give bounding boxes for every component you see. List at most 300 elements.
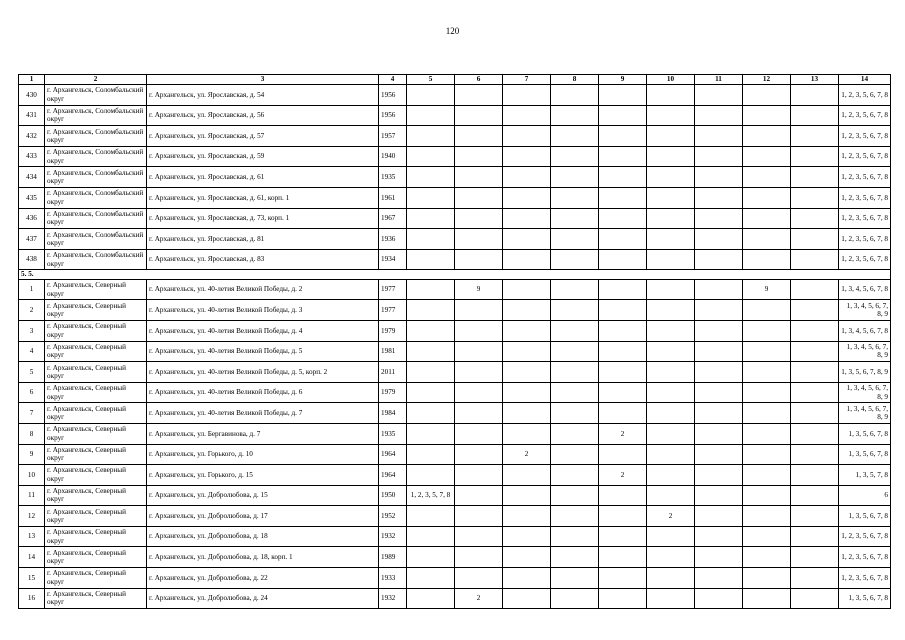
- col7-cell: [503, 105, 551, 126]
- col12-cell: [743, 105, 791, 126]
- col12-cell: [743, 465, 791, 486]
- col5-cell: [407, 320, 455, 341]
- col6-cell: [455, 167, 503, 188]
- municipality-cell: г. Архангельск, Северный округ: [45, 485, 147, 506]
- col14-cell: 1, 2, 3, 5, 6, 7, 8: [839, 526, 891, 547]
- col13-cell: [791, 403, 839, 424]
- table-row: [19, 187, 891, 208]
- col8-cell: [551, 568, 599, 589]
- row-number: 437: [19, 229, 45, 250]
- table-row: [19, 485, 891, 506]
- row-number: 3: [19, 320, 45, 341]
- col10-cell: [647, 423, 695, 444]
- col12-cell: [743, 526, 791, 547]
- address-cell: г. Архангельск, ул. Ярославская, д. 54: [147, 85, 379, 106]
- municipality-cell: г. Архангельск, Северный округ: [45, 362, 147, 383]
- col11-cell: [695, 229, 743, 250]
- col9-cell: [599, 547, 647, 568]
- row-number: 15: [19, 568, 45, 589]
- col6-cell: [455, 423, 503, 444]
- col13-cell: [791, 382, 839, 403]
- col9-cell: [599, 588, 647, 609]
- address-cell: г. Архангельск, ул. Ярославская, д. 56: [147, 105, 379, 126]
- municipality-cell: г. Архангельск, Северный округ: [45, 547, 147, 568]
- col9-cell: [599, 146, 647, 167]
- col6-cell: [455, 126, 503, 147]
- year-cell: 1977: [379, 300, 407, 321]
- col11-cell: [695, 146, 743, 167]
- col5-cell: [407, 229, 455, 250]
- col5-cell: [407, 167, 455, 188]
- year-cell: 1961: [379, 187, 407, 208]
- col5-cell: [407, 300, 455, 321]
- municipality-cell: г. Архангельск, Соломбальский округ: [45, 229, 147, 250]
- table-row: [19, 423, 891, 444]
- col8-cell: [551, 105, 599, 126]
- municipality-cell: г. Архангельск, Северный округ: [45, 320, 147, 341]
- municipality-cell: г. Архангельск, Северный округ: [45, 526, 147, 547]
- header-cell: 11: [695, 75, 743, 85]
- municipality-cell: г. Архангельск, Северный округ: [45, 300, 147, 321]
- col6-cell: [455, 403, 503, 424]
- header-cell: 7: [503, 75, 551, 85]
- col5-cell: [407, 187, 455, 208]
- col7-cell: [503, 85, 551, 106]
- municipality-cell: г. Архангельск, Северный округ: [45, 465, 147, 486]
- col12-cell: [743, 444, 791, 465]
- address-cell: г. Архангельск, ул. Ярославская, д. 83: [147, 249, 379, 270]
- address-cell: г. Архангельск, ул. 40-летия Великой Победы, д. 4: [147, 320, 379, 341]
- col10-cell: [647, 444, 695, 465]
- row-number: 7: [19, 403, 45, 424]
- col9-cell: [599, 403, 647, 424]
- col10-cell: 2: [647, 506, 695, 527]
- col8-cell: [551, 249, 599, 270]
- table-row: [19, 444, 891, 465]
- col9-cell: [599, 187, 647, 208]
- col9-cell: [599, 105, 647, 126]
- col6-cell: [455, 568, 503, 589]
- col6-cell: [455, 229, 503, 250]
- year-cell: 2011: [379, 362, 407, 383]
- row-number: 433: [19, 146, 45, 167]
- table-row: [19, 249, 891, 270]
- municipality-cell: г. Архангельск, Северный округ: [45, 568, 147, 589]
- col5-cell: [407, 85, 455, 106]
- row-number: 430: [19, 85, 45, 106]
- col13-cell: [791, 526, 839, 547]
- row-number: 5: [19, 362, 45, 383]
- col6-cell: [455, 547, 503, 568]
- col13-cell: [791, 279, 839, 300]
- col10-cell: [647, 126, 695, 147]
- col12-cell: [743, 187, 791, 208]
- table-row: [19, 568, 891, 589]
- row-number: 13: [19, 526, 45, 547]
- address-cell: г. Архангельск, ул. Ярославская, д. 61, корп. 1: [147, 187, 379, 208]
- header-cell: 14: [839, 75, 891, 85]
- col6-cell: [455, 105, 503, 126]
- col11-cell: [695, 485, 743, 506]
- col12-cell: [743, 547, 791, 568]
- col10-cell: [647, 568, 695, 589]
- col5-cell: [407, 547, 455, 568]
- col5-cell: [407, 526, 455, 547]
- header-cell: 6: [455, 75, 503, 85]
- col7-cell: [503, 229, 551, 250]
- col5-cell: [407, 382, 455, 403]
- municipality-cell: г. Архангельск, Северный округ: [45, 444, 147, 465]
- col11-cell: [695, 105, 743, 126]
- col14-cell: 1, 2, 3, 5, 6, 7, 8: [839, 187, 891, 208]
- col14-cell: 1, 3, 4, 5, 6, 7, 8, 9: [839, 341, 891, 362]
- address-cell: г. Архангельск, ул. 40-летия Великой Победы, д. 7: [147, 403, 379, 424]
- address-cell: г. Архангельск, ул. Бергавинова, д. 7: [147, 423, 379, 444]
- year-cell: 1977: [379, 279, 407, 300]
- col9-cell: [599, 279, 647, 300]
- col11-cell: [695, 208, 743, 229]
- col10-cell: [647, 341, 695, 362]
- col12-cell: [743, 403, 791, 424]
- col5-cell: [407, 341, 455, 362]
- col13-cell: [791, 105, 839, 126]
- address-cell: г. Архангельск, ул. 40-летия Великой Победы, д. 6: [147, 382, 379, 403]
- row-number: 435: [19, 187, 45, 208]
- col10-cell: [647, 320, 695, 341]
- col10-cell: [647, 146, 695, 167]
- row-number: 12: [19, 506, 45, 527]
- address-cell: г. Архангельск, ул. 40-летия Великой Победы, д. 3: [147, 300, 379, 321]
- col8-cell: [551, 588, 599, 609]
- table-row: [19, 229, 891, 250]
- col6-cell: [455, 146, 503, 167]
- col10-cell: [647, 187, 695, 208]
- col13-cell: [791, 362, 839, 383]
- col5-cell: [407, 444, 455, 465]
- col10-cell: [647, 403, 695, 424]
- col7-cell: [503, 146, 551, 167]
- row-number: 10: [19, 465, 45, 486]
- col11-cell: [695, 423, 743, 444]
- row-number: 436: [19, 208, 45, 229]
- col13-cell: [791, 300, 839, 321]
- address-cell: г. Архангельск, ул. 40-летия Великой Победы, д. 5: [147, 341, 379, 362]
- col12-cell: [743, 126, 791, 147]
- col9-cell: [599, 167, 647, 188]
- col11-cell: [695, 444, 743, 465]
- address-cell: г. Архангельск, ул. Ярославская, д. 81: [147, 229, 379, 250]
- address-cell: г. Архангельск, ул. Добролюбова, д. 18: [147, 526, 379, 547]
- col14-cell: 1, 3, 5, 6, 7, 8: [839, 506, 891, 527]
- col8-cell: [551, 187, 599, 208]
- row-number: 11: [19, 485, 45, 506]
- col8-cell: [551, 167, 599, 188]
- col14-cell: 1, 3, 4, 5, 6, 7, 8, 9: [839, 382, 891, 403]
- year-cell: 1936: [379, 229, 407, 250]
- col5-cell: [407, 506, 455, 527]
- row-number: 9: [19, 444, 45, 465]
- table-row: [19, 320, 891, 341]
- col14-cell: 1, 2, 3, 5, 6, 7, 8: [839, 126, 891, 147]
- col9-cell: [599, 568, 647, 589]
- col8-cell: [551, 444, 599, 465]
- table-row: [19, 506, 891, 527]
- table-row: [19, 279, 891, 300]
- address-cell: г. Архангельск, ул. Добролюбова, д. 24: [147, 588, 379, 609]
- col12-cell: 9: [743, 279, 791, 300]
- col9-cell: [599, 526, 647, 547]
- col8-cell: [551, 341, 599, 362]
- col10-cell: [647, 208, 695, 229]
- col8-cell: [551, 526, 599, 547]
- col8-cell: [551, 547, 599, 568]
- col12-cell: [743, 568, 791, 589]
- col7-cell: [503, 320, 551, 341]
- table-row: [19, 403, 891, 424]
- col13-cell: [791, 146, 839, 167]
- year-cell: 1932: [379, 526, 407, 547]
- col8-cell: [551, 506, 599, 527]
- row-number: 432: [19, 126, 45, 147]
- year-cell: 1964: [379, 444, 407, 465]
- col13-cell: [791, 229, 839, 250]
- col14-cell: 1, 3, 4, 5, 6, 7, 8, 9: [839, 300, 891, 321]
- col5-cell: [407, 146, 455, 167]
- col9-cell: [599, 85, 647, 106]
- table-row: [19, 382, 891, 403]
- col9-cell: [599, 382, 647, 403]
- col14-cell: 1, 3, 5, 7, 8: [839, 465, 891, 486]
- col9-cell: [599, 208, 647, 229]
- col6-cell: 2: [455, 588, 503, 609]
- col6-cell: 9: [455, 279, 503, 300]
- municipality-cell: г. Архангельск, Соломбальский округ: [45, 167, 147, 188]
- col10-cell: [647, 362, 695, 383]
- row-number: 2: [19, 300, 45, 321]
- col7-cell: [503, 526, 551, 547]
- col8-cell: [551, 229, 599, 250]
- year-cell: 1981: [379, 341, 407, 362]
- col14-cell: 1, 2, 3, 5, 6, 7, 8: [839, 146, 891, 167]
- municipality-cell: г. Архангельск, Северный округ: [45, 506, 147, 527]
- address-cell: г. Архангельск, ул. 40-летия Великой Победы, д. 2: [147, 279, 379, 300]
- col12-cell: [743, 382, 791, 403]
- col14-cell: 1, 3, 4, 5, 6, 7, 8: [839, 279, 891, 300]
- table-row: [19, 85, 891, 106]
- col10-cell: [647, 526, 695, 547]
- col12-cell: [743, 485, 791, 506]
- col7-cell: [503, 423, 551, 444]
- col8-cell: [551, 485, 599, 506]
- col14-cell: 1, 3, 4, 5, 6, 7, 8: [839, 320, 891, 341]
- col11-cell: [695, 249, 743, 270]
- col14-cell: 6: [839, 485, 891, 506]
- col13-cell: [791, 85, 839, 106]
- year-cell: 1956: [379, 85, 407, 106]
- col5-cell: [407, 279, 455, 300]
- col12-cell: [743, 320, 791, 341]
- col9-cell: [599, 229, 647, 250]
- table-body: [19, 75, 891, 609]
- col14-cell: 1, 2, 3, 5, 6, 7, 8: [839, 249, 891, 270]
- col8-cell: [551, 85, 599, 106]
- col12-cell: [743, 85, 791, 106]
- address-cell: г. Архангельск, ул. Ярославская, д. 73, корп. 1: [147, 208, 379, 229]
- col7-cell: [503, 279, 551, 300]
- col12-cell: [743, 229, 791, 250]
- row-number: 4: [19, 341, 45, 362]
- header-cell: 9: [599, 75, 647, 85]
- col10-cell: [647, 588, 695, 609]
- col12-cell: [743, 588, 791, 609]
- col9-cell: 2: [599, 423, 647, 444]
- col11-cell: [695, 187, 743, 208]
- address-cell: г. Архангельск, ул. Ярославская, д. 57: [147, 126, 379, 147]
- col14-cell: 1, 3, 5, 6, 7, 8: [839, 423, 891, 444]
- table-row: [19, 465, 891, 486]
- col10-cell: [647, 465, 695, 486]
- col7-cell: [503, 187, 551, 208]
- col5-cell: [407, 362, 455, 383]
- col6-cell: [455, 465, 503, 486]
- col13-cell: [791, 506, 839, 527]
- col7-cell: [503, 547, 551, 568]
- year-cell: 1964: [379, 465, 407, 486]
- address-cell: г. Архангельск, ул. Ярославская, д. 61: [147, 167, 379, 188]
- section-row: [19, 270, 891, 279]
- housing-register-table: [18, 74, 891, 609]
- col11-cell: [695, 279, 743, 300]
- col12-cell: [743, 167, 791, 188]
- col7-cell: [503, 126, 551, 147]
- col10-cell: [647, 382, 695, 403]
- col7-cell: [503, 568, 551, 589]
- col11-cell: [695, 547, 743, 568]
- col5-cell: [407, 403, 455, 424]
- col7-cell: [503, 362, 551, 383]
- row-number: 14: [19, 547, 45, 568]
- col10-cell: [647, 105, 695, 126]
- col5-cell: [407, 208, 455, 229]
- col9-cell: [599, 485, 647, 506]
- col10-cell: [647, 249, 695, 270]
- address-cell: г. Архангельск, ул. 40-летия Великой Победы, д. 5, корп. 2: [147, 362, 379, 383]
- address-cell: г. Архангельск, ул. Добролюбова, д. 18, корп. 1: [147, 547, 379, 568]
- col11-cell: [695, 320, 743, 341]
- year-cell: 1957: [379, 126, 407, 147]
- municipality-cell: г. Архангельск, Северный округ: [45, 279, 147, 300]
- col11-cell: [695, 382, 743, 403]
- col6-cell: [455, 320, 503, 341]
- col14-cell: 1, 3, 5, 6, 7, 8: [839, 588, 891, 609]
- col7-cell: 2: [503, 444, 551, 465]
- table-row: [19, 105, 891, 126]
- header-cell: 4: [379, 75, 407, 85]
- col14-cell: 1, 2, 3, 5, 6, 7, 8: [839, 208, 891, 229]
- year-cell: 1967: [379, 208, 407, 229]
- year-cell: 1989: [379, 547, 407, 568]
- header-cell: 8: [551, 75, 599, 85]
- address-cell: г. Архангельск, ул. Добролюбова, д. 15: [147, 485, 379, 506]
- row-number: 8: [19, 423, 45, 444]
- col5-cell: [407, 465, 455, 486]
- col11-cell: [695, 300, 743, 321]
- col6-cell: [455, 485, 503, 506]
- col11-cell: [695, 465, 743, 486]
- col8-cell: [551, 382, 599, 403]
- col8-cell: [551, 126, 599, 147]
- year-cell: 1940: [379, 146, 407, 167]
- col13-cell: [791, 249, 839, 270]
- header-cell: 2: [45, 75, 147, 85]
- col13-cell: [791, 485, 839, 506]
- header-cell: 3: [147, 75, 379, 85]
- col12-cell: [743, 249, 791, 270]
- col8-cell: [551, 362, 599, 383]
- col13-cell: [791, 444, 839, 465]
- header-cell: 13: [791, 75, 839, 85]
- address-cell: г. Архангельск, ул. Добролюбова, д. 17: [147, 506, 379, 527]
- municipality-cell: г. Архангельск, Соломбальский округ: [45, 126, 147, 147]
- col10-cell: [647, 279, 695, 300]
- municipality-cell: г. Архангельск, Северный округ: [45, 382, 147, 403]
- col13-cell: [791, 547, 839, 568]
- address-cell: г. Архангельск, ул. Добролюбова, д. 22: [147, 568, 379, 589]
- municipality-cell: г. Архангельск, Северный округ: [45, 403, 147, 424]
- col10-cell: [647, 300, 695, 321]
- table-row: [19, 547, 891, 568]
- address-cell: г. Архангельск, ул. Горького, д. 15: [147, 465, 379, 486]
- col7-cell: [503, 167, 551, 188]
- col7-cell: [503, 485, 551, 506]
- col14-cell: 1, 3, 4, 5, 6, 7, 8, 9: [839, 403, 891, 424]
- year-cell: 1952: [379, 506, 407, 527]
- row-number: 431: [19, 105, 45, 126]
- header-row: [19, 75, 891, 85]
- col13-cell: [791, 341, 839, 362]
- col9-cell: [599, 126, 647, 147]
- municipality-cell: г. Архангельск, Соломбальский округ: [45, 146, 147, 167]
- col6-cell: [455, 341, 503, 362]
- col10-cell: [647, 547, 695, 568]
- row-number: 434: [19, 167, 45, 188]
- col13-cell: [791, 320, 839, 341]
- col13-cell: [791, 208, 839, 229]
- col6-cell: [455, 249, 503, 270]
- col10-cell: [647, 167, 695, 188]
- col11-cell: [695, 362, 743, 383]
- col10-cell: [647, 85, 695, 106]
- year-cell: 1934: [379, 249, 407, 270]
- col5-cell: [407, 568, 455, 589]
- col7-cell: [503, 341, 551, 362]
- year-cell: 1935: [379, 423, 407, 444]
- year-cell: 1950: [379, 485, 407, 506]
- col6-cell: [455, 187, 503, 208]
- year-cell: 1984: [379, 403, 407, 424]
- col12-cell: [743, 341, 791, 362]
- col9-cell: [599, 362, 647, 383]
- col11-cell: [695, 588, 743, 609]
- address-cell: г. Архангельск, ул. Горького, д. 10: [147, 444, 379, 465]
- municipality-cell: г. Архангельск, Соломбальский округ: [45, 208, 147, 229]
- municipality-cell: г. Архангельск, Северный округ: [45, 423, 147, 444]
- municipality-cell: г. Архангельск, Соломбальский округ: [45, 85, 147, 106]
- col7-cell: [503, 403, 551, 424]
- row-number: 438: [19, 249, 45, 270]
- table-row: [19, 300, 891, 321]
- col14-cell: 1, 3, 5, 6, 7, 8: [839, 444, 891, 465]
